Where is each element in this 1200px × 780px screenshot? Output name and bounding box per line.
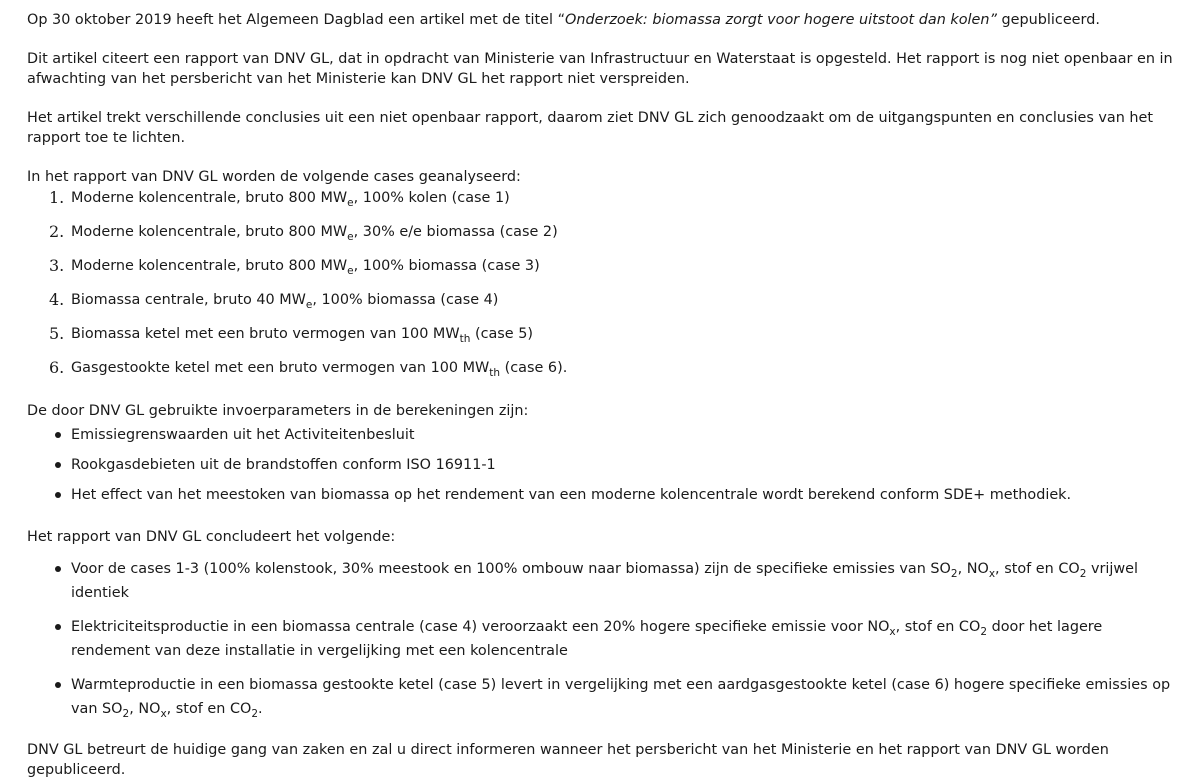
list-item <box>27 455 1173 485</box>
intro-text: Op 30 oktober 2019 heeft het Algemeen Dagblad een artikel met de titel “ <box>27 12 566 28</box>
subscript: x <box>988 568 996 580</box>
bullet-icon <box>55 682 61 688</box>
bullet-icon <box>55 624 61 630</box>
list-number: 1. <box>49 188 65 207</box>
closing-paragraph: DNV GL betreurt de huidige gang van zaken en zal u direct informeren wanneer het persbericht van het Ministerie en het rapport van DNV GL worden gepubliceerd. <box>27 742 1109 778</box>
param-text: Het effect van het meestoken van biomassa op het rendement van een moderne kolencentrale wordt berekend conform SDE+ methodiek. <box>71 487 1072 503</box>
list-item <box>27 557 1173 605</box>
subscript: 2 <box>1079 568 1087 580</box>
subscript: 2 <box>122 708 130 720</box>
conclusions-heading: Het rapport van DNV GL concludeert het volgende: <box>27 529 396 545</box>
subscript: 2 <box>980 626 987 638</box>
case-text-end: , 100% biomassa (case 4) <box>312 292 499 308</box>
subscript: x <box>889 626 896 638</box>
conclusion-text: door het lagere rendement van deze installatie in vergelijking met een kolencentrale <box>71 619 1103 659</box>
conclusions-paragraph: Het artikel trekt verschillende conclusies uit een niet openbaar rapport, daarom ziet DNV GL zich genoodzaakt om de uitgangspunten en conclusies van het rapport toe te lichten. <box>27 110 1154 146</box>
param-text: Rookgasdebieten uit de brandstoffen conform ISO 16911-1 <box>71 457 496 473</box>
case-text-end: (case 6). <box>500 360 568 376</box>
list-item <box>27 221 1173 255</box>
report-paragraph: Dit artikel citeert een rapport van DNV GL, dat in opdracht van Ministerie van Infrastructuur en Waterstaat is opgesteld. Het rapport is nog niet openbaar en in afwachting van het persbericht van het Ministerie kan DNV GL het rapport niet verspreiden. <box>27 51 1173 87</box>
conclusion-text: , NO <box>957 561 989 577</box>
list-item <box>27 255 1173 289</box>
list-number: 2. <box>49 222 65 241</box>
case-text: Gasgestookte ketel met een bruto vermogen van 100 MW <box>71 360 490 376</box>
case-subscript: th <box>459 333 471 345</box>
params-heading: De door DNV GL gebruikte invoerparameters in de berekeningen zijn: <box>27 403 529 419</box>
list-item <box>27 425 1173 455</box>
cases-list <box>27 187 1173 391</box>
list-number: 3. <box>49 256 65 275</box>
list-number: 4. <box>49 290 65 309</box>
list-number: 6. <box>49 358 65 377</box>
article-title: Onderzoek: biomassa zorgt voor hogere uitstoot dan kolen” <box>565 12 997 28</box>
cases-heading: In het rapport van DNV GL worden de volgende cases geanalyseerd: <box>27 169 521 185</box>
conclusion-text: , stof en CO <box>166 701 252 717</box>
conclusion-text: . <box>258 701 263 717</box>
case-text: Moderne kolencentrale, bruto 800 MW <box>71 258 348 274</box>
bullet-icon <box>55 492 61 498</box>
bullet-icon <box>55 432 61 438</box>
case-text: Moderne kolencentrale, bruto 800 MW <box>71 224 348 240</box>
case-text-end: (case 5) <box>470 326 533 342</box>
list-item <box>27 615 1173 663</box>
intro-paragraph <box>27 10 1173 30</box>
param-text: Emissiegrenswaarden uit het Activiteitenbesluit <box>71 427 415 443</box>
list-item <box>27 187 1173 221</box>
case-text: Biomassa centrale, bruto 40 MW <box>71 292 306 308</box>
case-subscript: th <box>489 367 501 379</box>
conclusion-text: , stof en CO <box>895 619 981 635</box>
intro-text-end: gepubliceerd. <box>996 12 1100 28</box>
case-text-end: , 30% e/e biomassa (case 2) <box>353 224 558 240</box>
list-number: 5. <box>49 324 65 343</box>
conclusion-text: Elektriciteitsproductie in een biomassa centrale (case 4) veroorzaakt een 20% hogere specifieke emissie voor NO <box>71 619 890 635</box>
subscript: x <box>160 708 167 720</box>
conclusion-text: , NO <box>129 701 161 717</box>
list-item <box>27 485 1173 515</box>
conclusions-list <box>27 557 1173 721</box>
case-subscript: e <box>347 265 354 277</box>
conclusion-text: vrijwel identiek <box>71 561 1139 601</box>
conclusion-text: , stof en CO <box>995 561 1080 577</box>
case-text: Biomassa ketel met een bruto vermogen van 100 MW <box>71 326 460 342</box>
case-subscript: e <box>347 231 354 243</box>
case-text: Moderne kolencentrale, bruto 800 MW <box>71 190 348 206</box>
bullet-icon <box>55 462 61 468</box>
conclusion-text: Warmteproductie in een biomassa gestookte ketel (case 5) levert in vergelijking met een aardgasgestookte ketel (case 6) hogere specifieke emissies op van SO <box>71 677 1171 717</box>
case-text-end: , 100% kolen (case 1) <box>353 190 510 206</box>
case-subscript: e <box>347 197 354 209</box>
params-list <box>27 425 1173 515</box>
list-item <box>27 357 1173 391</box>
subscript: 2 <box>950 568 958 580</box>
subscript: 2 <box>251 708 259 720</box>
case-subscript: e <box>305 299 313 311</box>
conclusion-text: Voor de cases 1-3 (100% kolenstook, 30% meestook en 100% ombouw naar biomassa) zijn de specifieke emissies van SO <box>71 561 951 577</box>
bullet-icon <box>55 566 61 572</box>
case-text-end: , 100% biomassa (case 3) <box>353 258 540 274</box>
list-item <box>27 323 1173 357</box>
list-item <box>27 289 1173 323</box>
list-item <box>27 673 1173 721</box>
